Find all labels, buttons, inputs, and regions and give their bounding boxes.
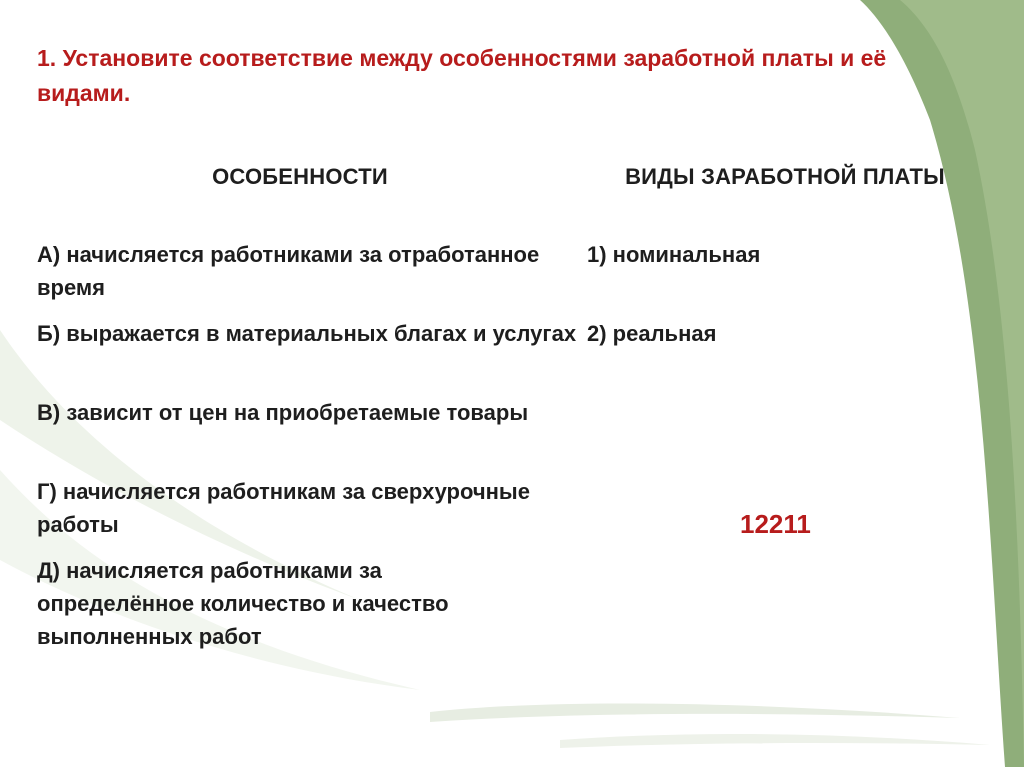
features-column-header: ОСОБЕННОСТИ	[212, 164, 388, 189]
answer-code: 12211	[740, 509, 811, 539]
feature-item-d: Д) начисляется работниками за определённое количество и качество выполненных работ	[37, 558, 449, 649]
feature-item-b: Б) выражается в материальных благах и услугах	[37, 321, 577, 346]
wage-types-column-header: ВИДЫ ЗАРАБОТНОЙ ПЛАТЫ	[625, 164, 945, 189]
feature-item-v: В) зависит от цен на приобретаемые товары	[37, 400, 529, 425]
wage-type-nominal: 1) номинальная	[587, 242, 761, 267]
slide-title: 1. Установите соответствие между особенностями заработной платы и её видами.	[37, 45, 887, 106]
wage-type-real: 2) реальная	[587, 321, 717, 346]
feature-item-g: Г) начисляется работникам за сверхурочные работы	[37, 479, 530, 537]
feature-item-a: А) начисляется работниками за отработанное время	[37, 242, 540, 300]
